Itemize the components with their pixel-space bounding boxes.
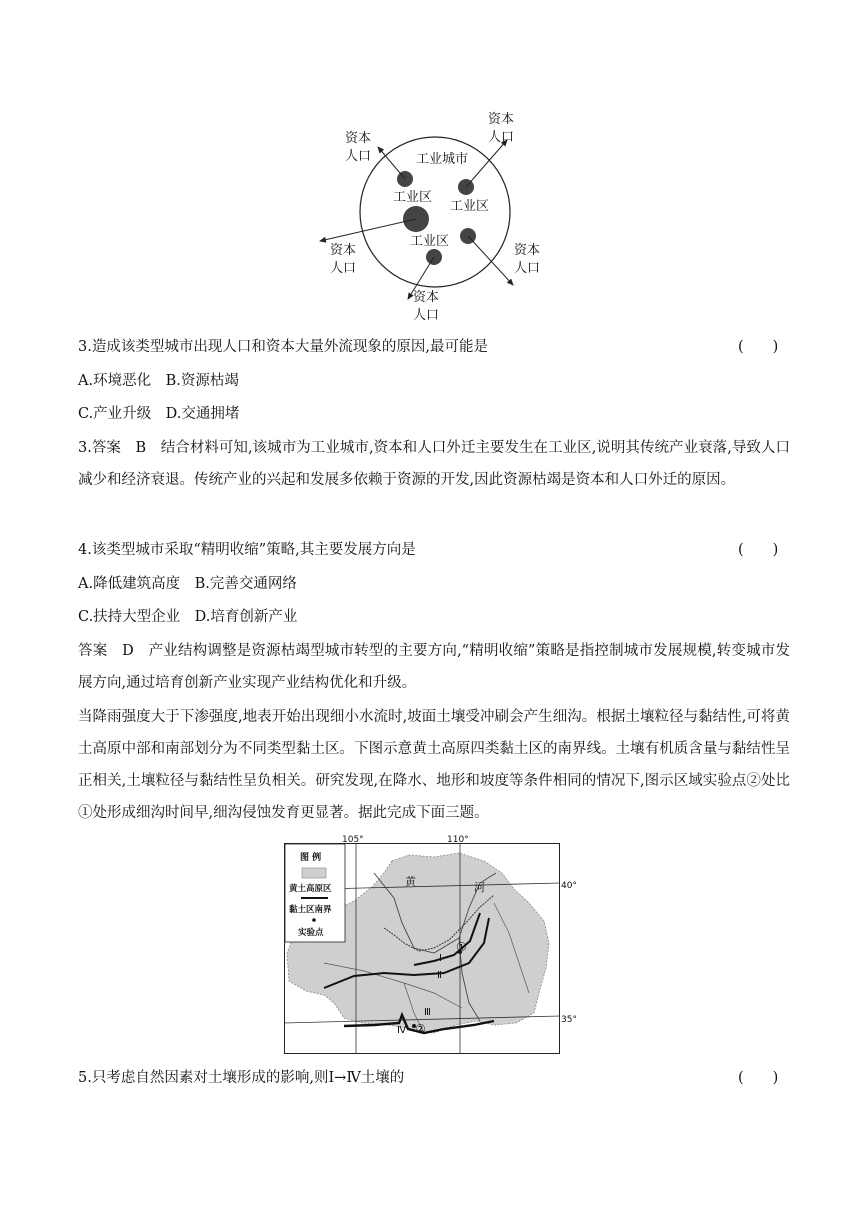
q5-stem: 5.只考虑自然因素对土壤形成的影响,则Ⅰ→Ⅳ土壤的 [78,1070,405,1086]
q5-answer-blank: ( ) [738,1070,779,1086]
river-name-2: 河 [474,881,485,894]
zone-label: 工业区 [410,234,450,249]
outflow-label: 资本人口 [330,243,357,276]
industrial-city-diagram [300,105,570,330]
outflow-label: 资本人口 [514,243,541,276]
zone-label: 工业区 [450,199,490,214]
map-coordinate-labels [284,832,594,1064]
river-name-1: 黄 [405,875,416,888]
outflow-label: 资本人口 [345,131,372,164]
q4-stem: 4.该类型城市采取“精明收缩”策略,其主要发展方向是 [78,542,416,558]
city-title: 工业城市 [416,152,469,167]
point-2-label: ② [415,1022,426,1036]
outflow-label: 资本人口 [413,290,440,323]
outflow-label: 资本人口 [488,112,515,145]
zone-I-label: Ⅰ [439,953,442,964]
zone-IV-label: Ⅳ [397,1025,407,1036]
lon-105-label: 105° [342,835,364,845]
legend-plateau-label: 黄土高原区 [289,884,332,894]
outflow-arrow [320,219,416,241]
q3-answer-blank: ( ) [738,339,779,355]
q3-options-row2: C.产业升级 D.交通拥堵 [78,406,240,422]
q3-stem: 3.造成该类型城市出现人口和资本大量外流现象的原因,最可能是 [78,339,488,355]
q4-options-row1: A.降低建筑高度 B.完善交通网络 [78,576,297,592]
zone-label: 工业区 [393,190,433,205]
outflow-arrow [378,147,405,179]
legend-boundary-label: 黏土区南界 [289,905,332,915]
zone-II-label: Ⅱ [437,970,442,981]
outflow-arrow [468,236,513,285]
lon-110-label: 110° [447,835,469,845]
lat-35-label: 35° [561,1015,577,1025]
q4-answer-blank: ( ) [738,542,779,558]
material-paragraph: 当降雨强度大于下渗强度,地表开始出现细小水流时,坡面土壤受冲刷会产生细沟。根据土壤粒径与黏结性,可将黄土高原中部和南部划分为不同类型黏土区。下图示意黄土高原四类黏土区的南界线。土壤有机质含量与黏结性呈正相关,土壤粒径与黏结性呈负相关。研究发现,在降水、地形和坡度等条件相同的情况下,图示区域实验点②处比①处形成细沟时间早,细沟侵蚀发育更显著。据此完成下面三题。 [78,709,790,821]
lat-40-label: 40° [561,881,577,891]
q4-options-row2: C.扶持大型企业 D.培育创新产业 [78,609,298,625]
zone-III-label: Ⅲ [424,1007,431,1018]
legend-title: 图 例 [300,853,322,863]
q3-options-row1: A.环境恶化 B.资源枯竭 [78,373,239,389]
q4-answer: 答案 D 产业结构调整是资源枯竭型城市转型的主要方向,“精明收缩”策略是指控制城市发展规模,转变城市发展方向,通过培育创新产业实现产业结构优化和升级。 [78,643,790,691]
point-1-label: ① [456,940,467,954]
legend-point-label: 实验点 [298,928,324,938]
q3-answer: 3.答案 B 结合材料可知,该城市为工业城市,资本和人口外迁主要发生在工业区,说明其传统产业衰落,导致人口减少和经济衰退。传统产业的兴起和发展多依赖于资源的开发,因此资源枯竭是资本和人口外迁的原因。 [78,440,790,488]
